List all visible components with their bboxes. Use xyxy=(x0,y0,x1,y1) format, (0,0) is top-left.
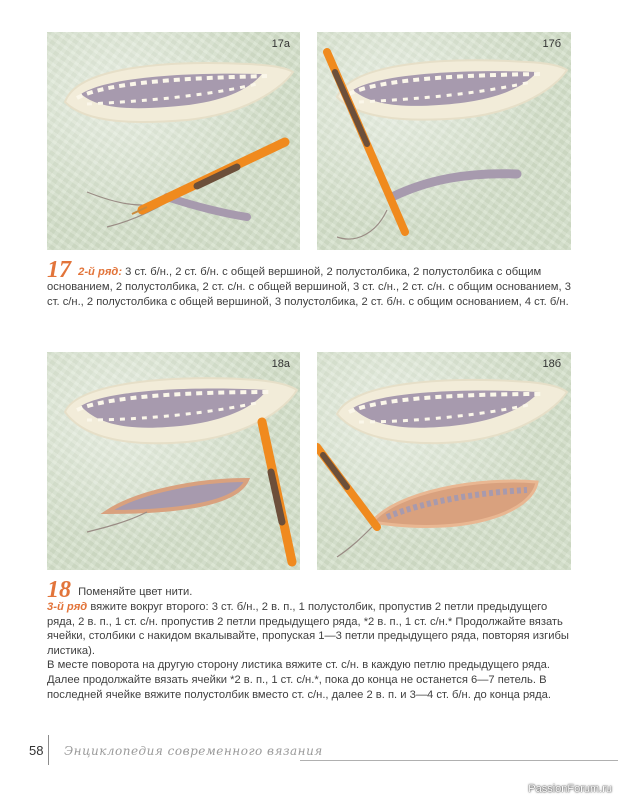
step-number: 18 xyxy=(47,577,71,603)
photo-label: 17б xyxy=(542,38,561,50)
crochet-leaf-illustration xyxy=(47,352,300,570)
photo-18a xyxy=(47,352,300,570)
crochet-leaf-illustration xyxy=(317,32,571,250)
photo-18b xyxy=(317,352,571,570)
step-text: 3 ст. б/н., 2 ст. б/н. с общей вершиной, 2 полустолбика, 2 полустолбика с общим основанием, 2 полустолбика, 2 ст. с/н. с общей вершиной, 3 ст. с/н., 2 ст. с/н. с общим основанием, 3 ст. с/н., 2 полустолбика с общей вершиной, 3 полустолбика, 2 ст. б/н. с общим основанием, 4 ст. б/н. xyxy=(47,266,571,308)
footer-rule xyxy=(300,760,618,761)
photo-label: 17а xyxy=(271,38,290,50)
step-intro: Поменяйте цвет нити. xyxy=(78,586,193,598)
photo-label: 18б xyxy=(542,358,561,370)
step-18-instructions xyxy=(47,577,572,702)
photo-17a xyxy=(47,32,300,250)
photo-label: 18а xyxy=(271,358,290,370)
crochet-leaf-illustration xyxy=(317,352,571,570)
row-label: 3-й ряд xyxy=(47,601,88,613)
watermark: PassionForum.ru xyxy=(528,783,612,795)
crochet-leaf-illustration xyxy=(47,32,300,250)
step-17-instructions xyxy=(47,257,572,309)
step-number: 17 xyxy=(47,257,71,283)
footer-divider xyxy=(48,735,49,765)
photo-17b xyxy=(317,32,571,250)
page-number: 58 xyxy=(29,743,44,758)
row-label: 2-й ряд: xyxy=(78,266,123,278)
book-title: Энциклопедия современного вязания xyxy=(64,744,323,758)
step-text: вяжите вокруг второго: 3 ст. б/н., 2 в. п., 1 полустолбик, пропустив 2 петли предыдущего ряда, 2 в. п., 1 ст. с/н. пропустив 2 петли предыдущего ряда, *2 в. п., 1 ст. с/н.* Продолжайте вязать ячейки, столбики с накидом вкалывайте, пропуская 1—3 петли предыдущего ряда, повторяя изгибы листика). xyxy=(47,601,569,657)
step-text-continued: В месте поворота на другую сторону листика вяжите ст. с/н. в каждую петлю предыдущего ряда. Далее продолжайте вязать ячейки *2 в. п., 1 ст. с/н.*, пока до конца не останется 6—7 петель. В последней ячейке вяжите полустолбик вместо ст. с/н., далее 2 в. п. и 3—4 ст. б/н. до конца ряда. xyxy=(47,659,551,701)
